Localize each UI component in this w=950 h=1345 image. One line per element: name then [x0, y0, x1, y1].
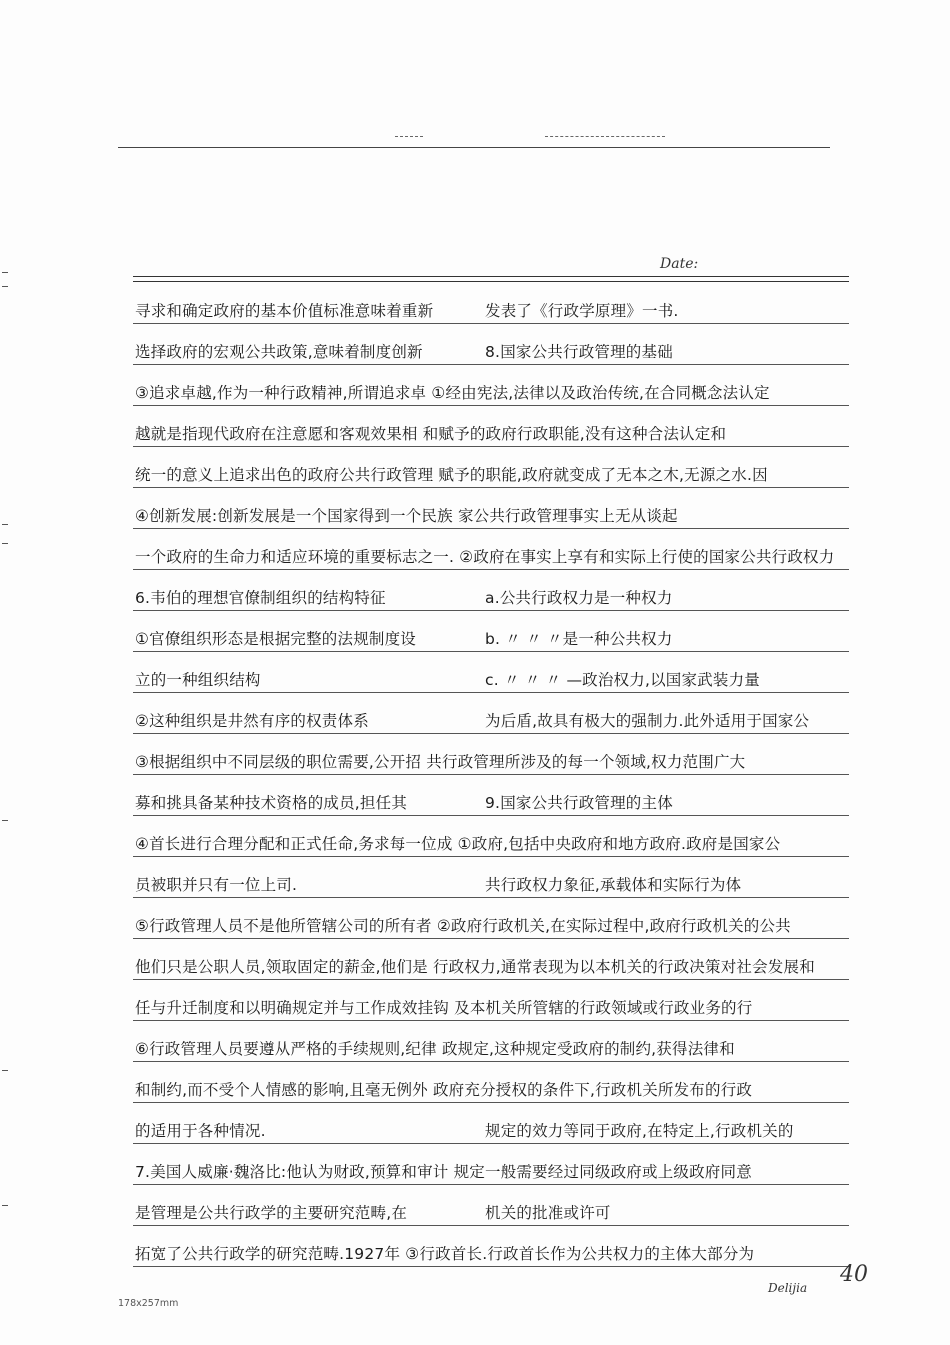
text-line-left: 立的一种组织结构	[135, 671, 261, 689]
text-line-left: 6.韦伯的理想官僚制组织的结构特征	[135, 589, 386, 607]
text-line: 统一的意义上追求出色的政府公共行政管理 赋予的职能,政府就变成了无本之木,无源之水.因	[135, 466, 768, 484]
page-number: 40	[840, 1262, 868, 1287]
text-line-left: ②这种组织是井然有序的权责体系	[135, 712, 369, 730]
text-line-right: c. 〃 〃 〃 —政治权力,以国家武装力量	[485, 671, 760, 689]
brand-label: Delijia	[768, 1281, 808, 1295]
text-line-left: 员被职并只有一位上司.	[135, 876, 298, 894]
text-line-right: 9.国家公共行政管理的主体	[485, 794, 673, 812]
text-line-left: ①官僚组织形态是根据完整的法规制度设	[135, 630, 416, 648]
binding-mark	[2, 820, 8, 821]
text-line: 拓宽了公共行政学的研究范畴.1927年 ③行政首长.行政首长作为公共权力的主体大部分为	[135, 1245, 755, 1263]
text-line-left: 的适用于各种情况.	[135, 1122, 266, 1140]
text-line-right: 为后盾,故具有极大的强制力.此外适用于国家公	[485, 712, 810, 730]
paper-size-label: 178x257mm	[118, 1298, 179, 1309]
text-line-right: 规定的效力等同于政府,在特定上,行政机关的	[485, 1122, 794, 1140]
binding-mark	[2, 1070, 8, 1071]
binding-marks	[0, 0, 12, 1345]
text-line-left: 募和挑具备某种技术资格的成员,担任其	[135, 794, 408, 812]
text-line: 他们只是公职人员,领取固定的薪金,他们是 行政权力,通常表现为以本机关的行政决策对社会发展和	[135, 958, 815, 976]
text-line: 越就是指现代政府在注意愿和客观效果相 和赋予的政府行政职能,没有这种合法认定和	[135, 425, 727, 443]
binding-mark	[2, 272, 8, 273]
text-line-left: 寻求和确定政府的基本价值标准意味着重新	[135, 302, 434, 320]
text-line-right: 发表了《行政学原理》一书.	[485, 302, 679, 320]
top-dash-mark	[395, 136, 423, 137]
text-line: ④创新发展:创新发展是一个国家得到一个民族 家公共行政管理事实上无从谈起	[135, 507, 678, 525]
binding-mark	[2, 286, 8, 287]
text-line-right: b. 〃 〃 〃是一种公共权力	[485, 630, 673, 648]
text-line: ⑥行政管理人员要遵从严格的手续规则,纪律 政规定,这种规定受政府的制约,获得法律和	[135, 1040, 735, 1058]
text-line-right: a.公共行政权力是一种权力	[485, 589, 673, 607]
header-rule	[133, 276, 849, 277]
text-line-left: 选择政府的宏观公共政策,意味着制度创新	[135, 343, 423, 361]
binding-mark	[2, 1205, 8, 1206]
top-dash-mark	[545, 136, 665, 137]
text-line: 7.美国人威廉·魏洛比:他认为财政,预算和审计 规定一般需要经过同级政府或上级政府同意	[135, 1163, 752, 1181]
text-line-left: 是管理是公共行政学的主要研究范畴,在	[135, 1204, 408, 1222]
text-line: 任与升迁制度和以明确规定并与工作成效挂钩 及本机关所管辖的行政领域或行政业务的行	[135, 999, 753, 1017]
text-line: ③根据组织中不同层级的职位需要,公开招 共行政管理所涉及的每一个领域,权力范围广大	[135, 753, 746, 771]
text-line-right: 8.国家公共行政管理的基础	[485, 343, 673, 361]
text-line: ⑤行政管理人员不是他所管辖公司的所有者 ②政府行政机关,在实际过程中,政府行政机关的公共	[135, 917, 791, 935]
text-line: ④首长进行合理分配和正式任命,务求每一位成 ①政府,包括中央政府和地方政府.政府是国家公	[135, 835, 781, 853]
text-line-right: 共行政权力象征,承载体和实际行为体	[485, 876, 742, 894]
binding-mark	[2, 524, 8, 525]
header-rule	[133, 281, 849, 282]
binding-mark	[2, 543, 8, 544]
top-rule	[118, 147, 830, 148]
text-line: ③追求卓越,作为一种行政精神,所谓追求卓 ①经由宪法,法律以及政治传统,在合同概念法认定	[135, 384, 770, 402]
text-line-right: 机关的批准或许可	[485, 1204, 611, 1222]
date-label: Date:	[660, 256, 699, 272]
text-line: 一个政府的生命力和适应环境的重要标志之一. ②政府在事实上享有和实际上行使的国家公共行政权力	[135, 548, 835, 566]
text-line: 和制约,而不受个人情感的影响,且毫无例外 政府充分授权的条件下,行政机关所发布的行政	[135, 1081, 753, 1099]
